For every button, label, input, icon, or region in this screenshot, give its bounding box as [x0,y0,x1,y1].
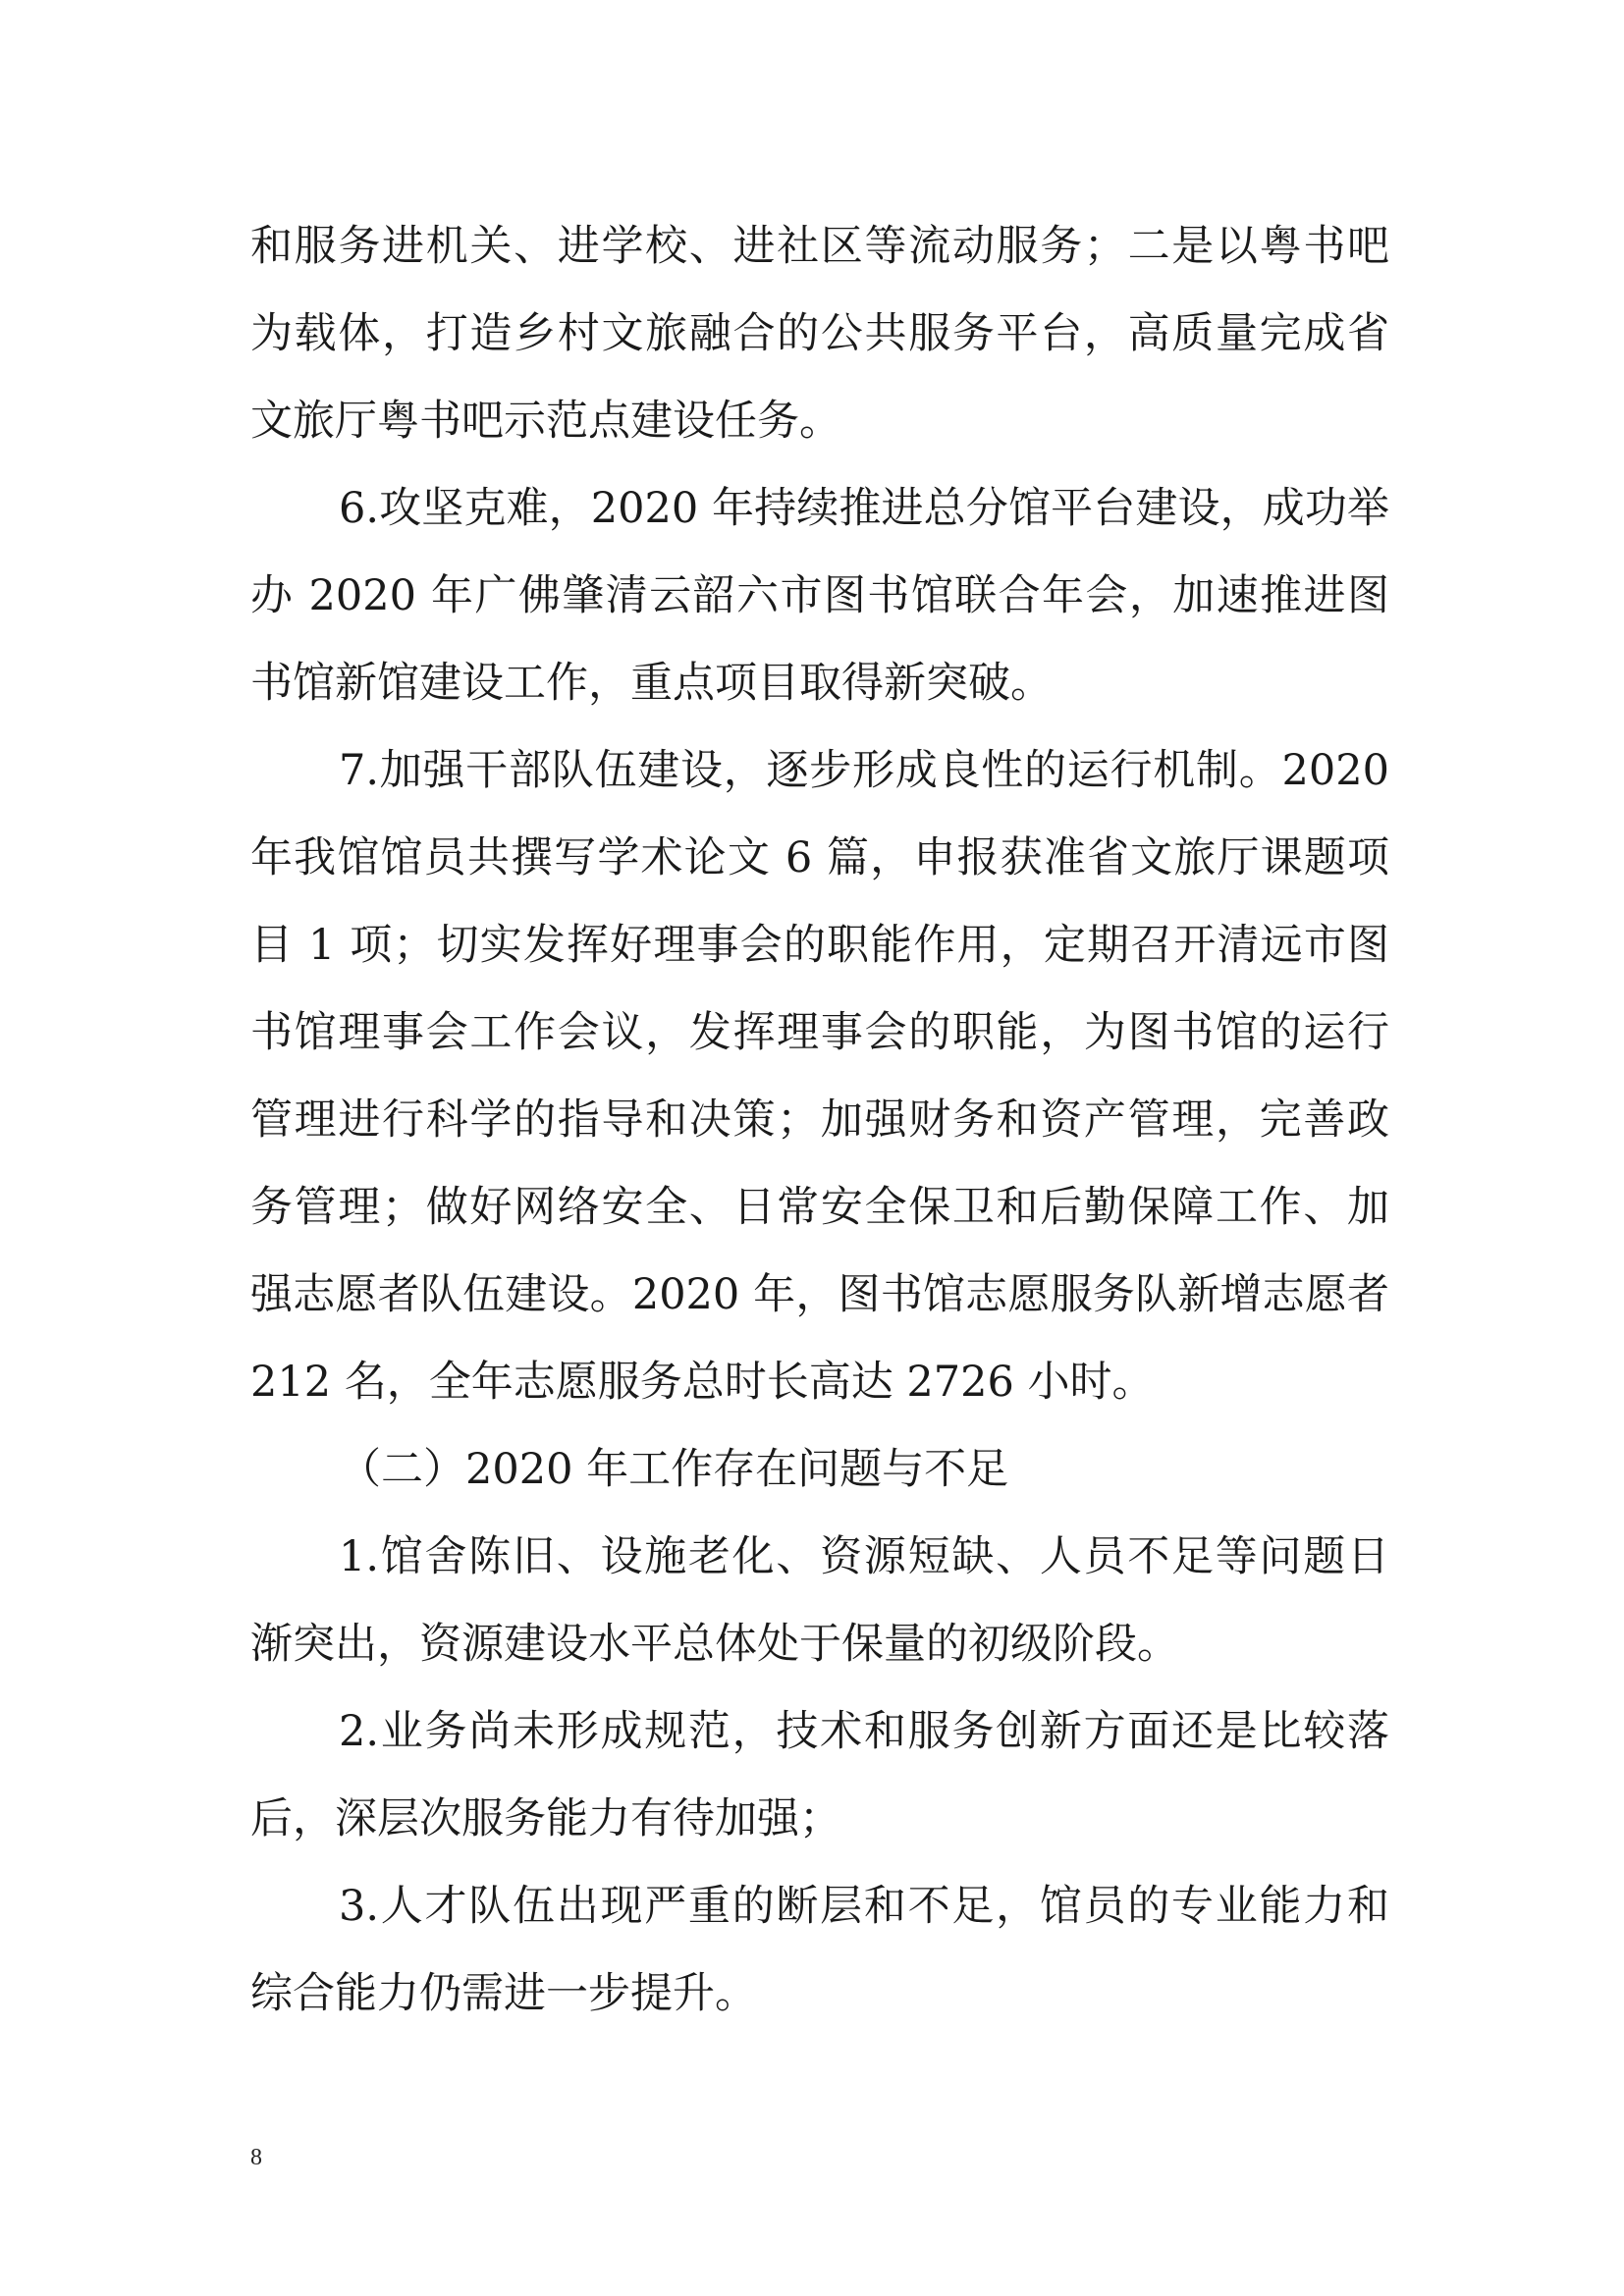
section-heading: （二）2020 年工作存在问题与不足 [339,1445,1009,1494]
page-number: 8 [250,2145,262,2170]
paragraph-line: 书馆理事会工作会议，发挥理事会的职能，为图书馆的运行 [250,1008,1389,1057]
paragraph-line: 渐突出，资源建设水平总体处于保量的初级阶段。 [250,1620,1179,1669]
paragraph-line: 办 2020 年广佛肇清云韶六市图书馆联合年会，加速推进图 [250,571,1389,620]
paragraph-line: 目 1 项；切实发挥好理事会的职能作用，定期召开清远市图 [250,921,1389,970]
paragraph-line: 212 名，全年志愿服务总时长高达 2726 小时。 [250,1358,1155,1407]
paragraph-line: 2.业务尚未形成规范，技术和服务创新方面还是比较落 [339,1707,1389,1756]
paragraph-line: 年我馆馆员共撰写学术论文 6 篇，申报获准省文旅厅课题项 [250,833,1389,882]
paragraph-line: 书馆新馆建设工作，重点项目取得新突破。 [250,659,1053,708]
paragraph-line: 管理进行科学的指导和决策；加强财务和资产管理，完善政 [250,1095,1389,1145]
paragraph-line: 为载体，打造乡村文旅融合的公共服务平台，高质量完成省 [250,309,1389,358]
paragraph-line: 和服务进机关、进学校、进社区等流动服务；二是以粤书吧 [250,222,1389,271]
paragraph-line: 3.人才队伍出现严重的断层和不足，馆员的专业能力和 [339,1882,1389,1931]
paragraph-line: 综合能力仍需进一步提升。 [250,1969,757,2018]
paragraph-line: 7.加强干部队伍建设，逐步形成良性的运行机制。2020 [339,746,1389,795]
paragraph-line: 文旅厅粤书吧示范点建设任务。 [250,397,841,446]
paragraph-line: 1.馆舍陈旧、设施老化、资源短缺、人员不足等问题日 [339,1532,1389,1581]
paragraph-line: 强志愿者队伍建设。2020 年，图书馆志愿服务队新增志愿者 [250,1270,1389,1319]
paragraph-line: 务管理；做好网络安全、日常安全保卫和后勤保障工作、加 [250,1183,1389,1232]
paragraph-line: 6.攻坚克难，2020 年持续推进总分馆平台建设，成功举 [339,484,1389,533]
paragraph-line: 后，深层次服务能力有待加强； [250,1794,841,1843]
